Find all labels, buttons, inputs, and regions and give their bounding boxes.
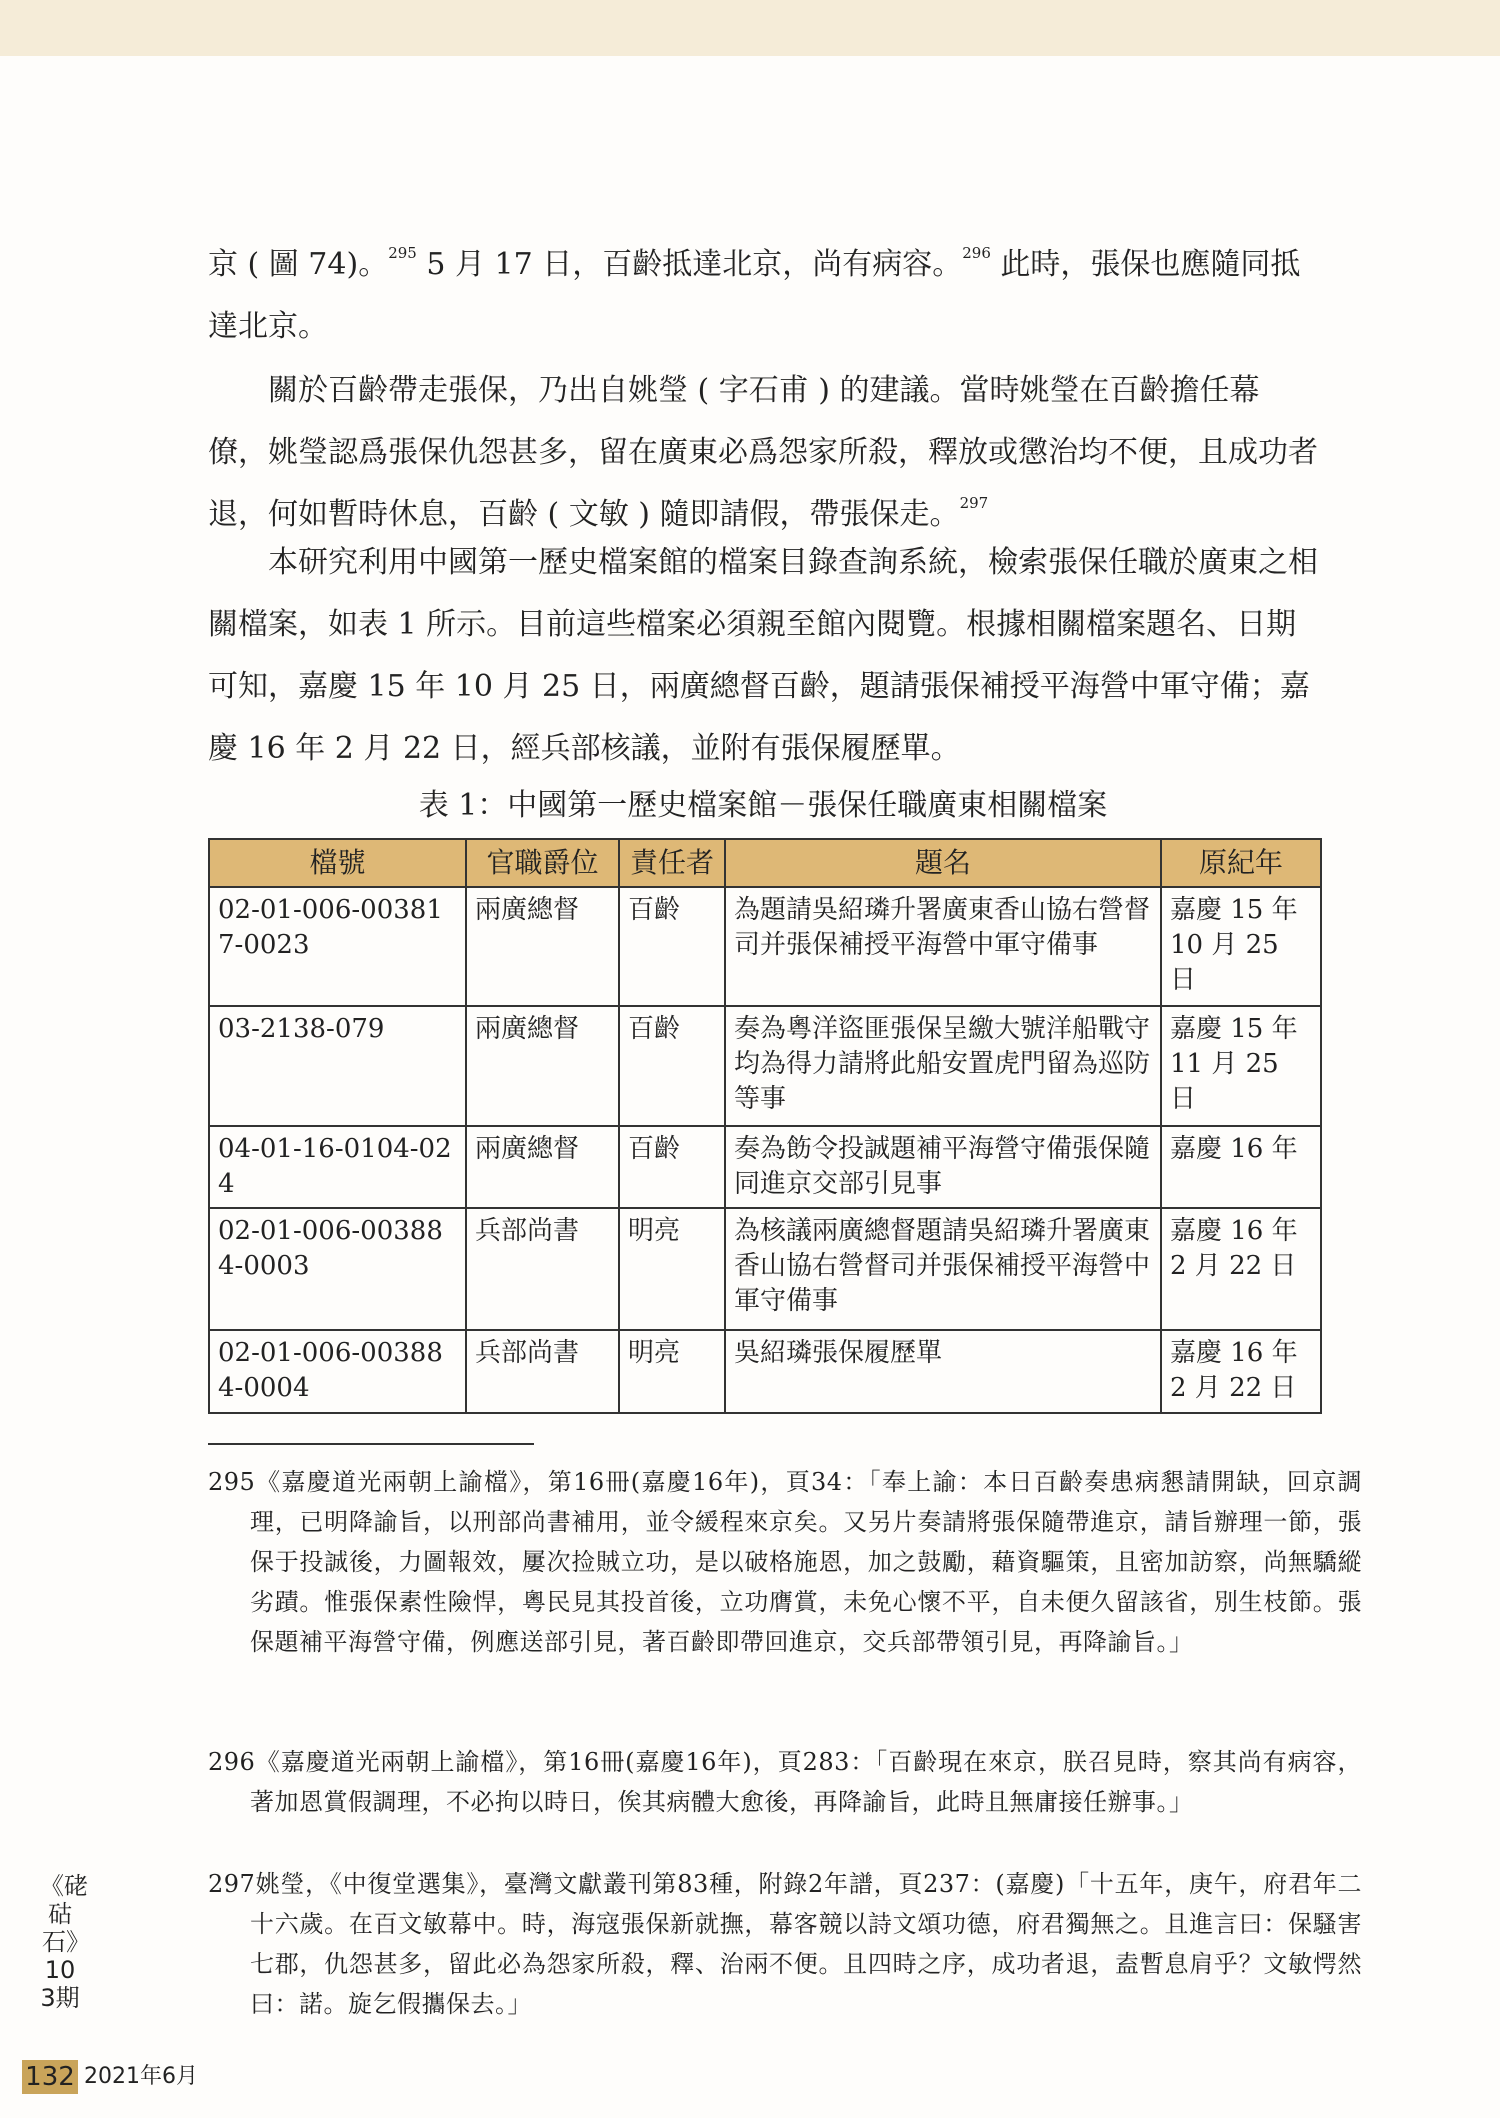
cell-rank: 兩廣總督: [466, 1006, 619, 1126]
table-caption: 表 1：中國第一歷史檔案館－張保任職廣東相關檔案: [418, 788, 1108, 823]
footnote-295: [208, 1462, 1362, 1662]
cell-date: 嘉慶 15 年 10 月 25 日: [1161, 887, 1321, 1006]
cell-date: 嘉慶 15 年 11 月 25 日: [1161, 1006, 1321, 1126]
cell-person: 百齡: [619, 887, 725, 1006]
cell-title: 奏為飭令投誠題補平海營守備張保隨同進京交部引見事: [725, 1126, 1161, 1208]
cell-code: 02-01-006-003884-0003: [209, 1208, 466, 1330]
cell-date: 嘉慶 16 年: [1161, 1126, 1321, 1208]
table-row: [209, 887, 1321, 1006]
cell-title: 吳紹璘張保履歷單: [725, 1330, 1161, 1413]
cell-rank: 兩廣總督: [466, 887, 619, 1006]
footnote-text: 《嘉慶道光兩朝上諭檔》，第16冊(嘉慶16年)，頁34：「奉上諭：本日百齡奏患病懇請開缺，回京調理，已明降諭旨，以刑部尚書補用，並令緩程來京矣。又另片奏請將張保隨帶進京，請旨辦理一節，張保于投誠後，力圖報效，屢次捡賊立功，是以破格施恩，加之鼓勵，藉資驅策，且密加訪察，尚無驕縱劣蹟。惟張保素性險悍，粵民見其投首後，立功膺賞，未免心懷不平，自未便久留該省，別生枝節。張保題補平海營守備，例應送部引見，著百齡即帶回進京，交兵部帶領引見，再降諭旨。」: [250, 1468, 1362, 1656]
table-row: [209, 1208, 1321, 1330]
table-row: [209, 1126, 1321, 1208]
footnote-divider: [208, 1443, 534, 1445]
cell-person: 明亮: [619, 1330, 725, 1413]
footnote-296: [208, 1742, 1362, 1822]
footnote-ref-297[interactable]: 297: [959, 494, 989, 512]
col-header-date: 原紀年: [1161, 839, 1321, 887]
body-paragraph-1: 京 ( 圖 74)。$^{295}$ 5 月 17 日，百齡抵達北京，尚有病容。$^{296}$ 此時，張保也應隨同抵達北京。: [208, 244, 1301, 344]
table-row: [209, 1006, 1321, 1126]
cell-person: 百齡: [619, 1126, 725, 1208]
cell-code: 04-01-16-0104-024: [209, 1126, 466, 1208]
cell-rank: 兵部尚書: [466, 1208, 619, 1330]
footnote-text: 《嘉慶道光兩朝上諭檔》，第16冊(嘉慶16年)，頁283：「百齡現在來京，朕召見時，察其尚有病容，著加恩賞假調理，不必拘以時日，俟其病體大愈後，再降諭旨，此時且無庸接任辦事。」: [250, 1748, 1362, 1816]
footnote-number: 296: [208, 1748, 256, 1776]
cell-title: 為題請吳紹璘升署廣東香山協右營督司并張保補授平海營中軍守備事: [725, 887, 1161, 1006]
body-paragraph-3: 本研究利用中國第一歷史檔案館的檔案目錄查詢系統，檢索張保任職於廣東之相關檔案，如表 1 所示。目前這些檔案必須親至館內閱覽。根據相關檔案題名、日期可知，嘉慶 15 年 10 月 25 日，兩廣總督百齡，題請張保補授平海營中軍守備；嘉慶 16 年 2 月 22 日，經兵部核議，並附有張保履歷單。: [208, 545, 1318, 766]
footnote-text: 姚瑩，《中復堂選集》，臺灣文獻叢刊第83種，附錄2年譜，頁237：(嘉慶)「十五年，庚午，府君年二十六歲。在百文敏幕中。時，海寇張保新就撫，幕客競以詩文頌功德，府君獨無之。且進言曰：保騷害七郡，仇怨甚多，留此必為怨家所殺，釋、治兩不便。且四時之序，成功者退，盍暫息肩乎？文敏愕然曰：諾。旋乞假攜保去。」: [250, 1870, 1362, 2018]
cell-date: 嘉慶 16 年 2 月 22 日: [1161, 1330, 1321, 1413]
footnote-297: [208, 1864, 1362, 2024]
footnote-number: 295: [208, 1468, 256, 1496]
table-header-row: [209, 839, 1321, 887]
col-header-person: 責任者: [619, 839, 725, 887]
col-header-rank: 官職爵位: [466, 839, 619, 887]
issue-date: 2021年6月: [84, 2064, 198, 2089]
top-color-band: [0, 0, 1500, 56]
cell-person: 百齡: [619, 1006, 725, 1126]
cell-person: 明亮: [619, 1208, 725, 1330]
cell-rank: 兵部尚書: [466, 1330, 619, 1413]
cell-title: 奏為粵洋盜匪張保呈繳大號洋船戰守均為得力請將此船安置虎門留為巡防等事: [725, 1006, 1161, 1126]
cell-rank: 兩廣總督: [466, 1126, 619, 1208]
cell-code: 02-01-006-003817-0023: [209, 887, 466, 1006]
body-paragraph-2: 關於百齡帶走張保，乃出自姚瑩 ( 字石甫 ) 的建議。當時姚瑩在百齡擔任幕僚，姚瑩認爲張保仇怨甚多，留在廣東必爲怨家所殺，釋放或懲治均不便，且成功者退，何如暫時休息，百齡 ( 文敏 ) 隨即請假，帶張保走。$^{297}$: [208, 373, 1318, 532]
cell-date: 嘉慶 16 年 2 月 22 日: [1161, 1208, 1321, 1330]
cell-title: 為核議兩廣總督題請吳紹璘升署廣東香山協右營督司并張保補授平海營中軍守備事: [725, 1208, 1161, 1330]
footnote-number: 297: [208, 1870, 256, 1898]
cell-code: 03-2138-079: [209, 1006, 466, 1126]
col-header-title: 題名: [725, 839, 1161, 887]
journal-side-label: 《硓𥑮石》103期: [40, 1872, 88, 2012]
table-row: [209, 1330, 1321, 1413]
page-number: 132: [22, 2060, 78, 2094]
cell-code: 02-01-006-003884-0004: [209, 1330, 466, 1413]
footnote-ref-295[interactable]: 295: [388, 244, 417, 262]
archive-table: [208, 838, 1322, 1414]
footnote-ref-296[interactable]: 296: [962, 244, 991, 262]
col-header-code: 檔號: [209, 839, 466, 887]
